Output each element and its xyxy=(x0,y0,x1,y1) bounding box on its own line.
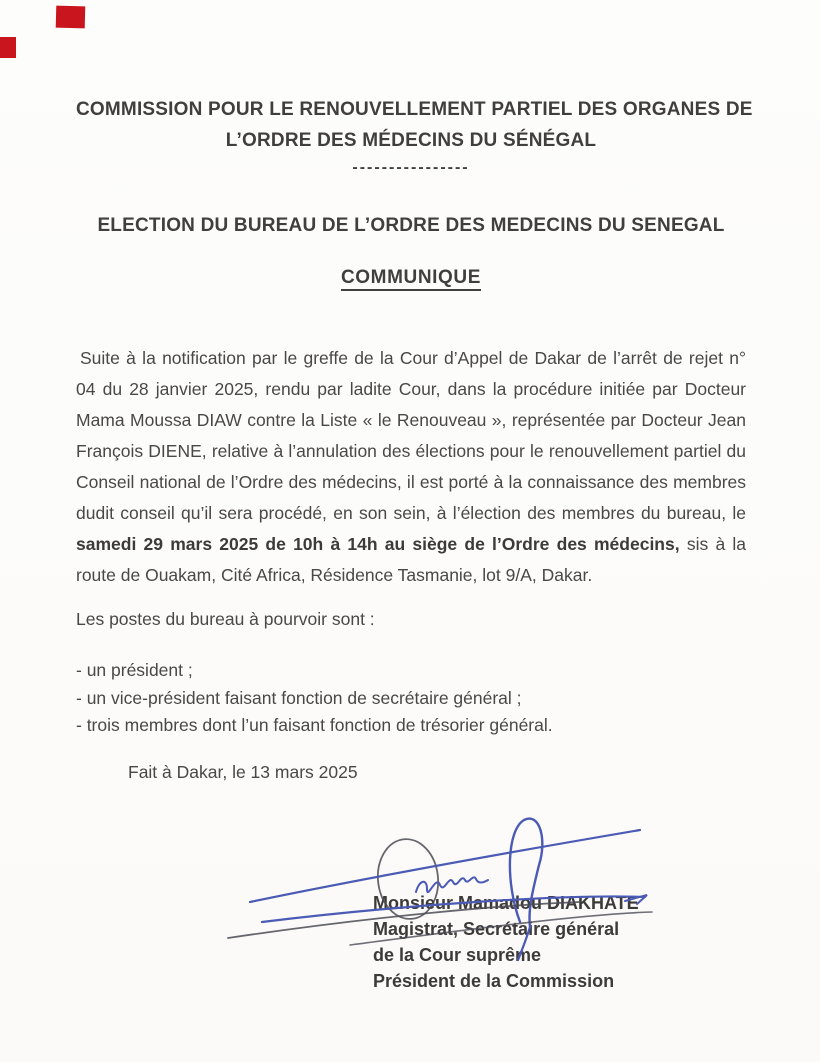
signatory-name: Monsieur Mamadou DIAKHATE xyxy=(373,892,639,913)
paragraph-bold-date-venue: samedi 29 mars 2025 de 10h à 14h au siège de l’Ordre des médecins, xyxy=(76,534,680,554)
posts-list xyxy=(76,657,746,740)
paragraph-text-tail: sis à la route de Ouakam, Cité Africa, Résidence Tasmanie, lot 9/A, Dakar. xyxy=(76,534,747,585)
commission-title-line1: COMMISSION POUR LE RENOUVELLEMENT PARTIEL DES ORGANES DE xyxy=(76,99,753,120)
posts-intro-line: Les postes du bureau à pourvoir sont : xyxy=(76,609,375,629)
post-item-members: - trois membres dont l’un faisant fonction de trésorier général. xyxy=(76,715,553,735)
main-paragraph xyxy=(76,343,746,591)
signatory-role-3: Président de la Commission xyxy=(373,970,615,991)
signatory-role-2: de la Cour suprême xyxy=(373,944,542,965)
commission-title xyxy=(76,94,753,156)
dashed-separator: ---------------- xyxy=(352,159,470,176)
post-item-president: - un président ; xyxy=(76,660,193,680)
doc-type-label: COMMUNIQUE xyxy=(341,267,481,291)
paragraph-text-lead: Suite à la notification par le greffe de la Cour d’Appel de Dakar de l’arrêt de rejet n° 04 du 28 janvier 2025, rendu par ladite Cour, dans la procédure initiée par Docteur Mama Moussa DIAW contre la Liste « le Renouveau », représentée par Docteur Jean François DIENE, relative à l’annulation des élections pour le renouvellement partiel du Conseil national de l’Ordre des médecins, il est porté à la connaissance des membres dudit conseil qu’il sera procédé, en son sein, à l’élection des membres du bureau, le xyxy=(76,348,746,523)
signatory-role-1: Magistrat, Secrétaire général xyxy=(373,918,620,939)
handwritten-signature xyxy=(120,802,700,962)
commission-title-line2: L’ORDRE DES MÉDECINS DU SÉNÉGAL xyxy=(225,130,597,151)
dateline: Fait à Dakar, le 13 mars 2025 xyxy=(128,761,358,782)
election-subtitle: ELECTION DU BUREAU DE L’ORDRE DES MEDECINS DU SENEGAL xyxy=(97,215,725,236)
doc-type-heading xyxy=(76,266,746,290)
post-item-vice-president: - un vice-président faisant fonction de secrétaire général ; xyxy=(76,687,522,708)
